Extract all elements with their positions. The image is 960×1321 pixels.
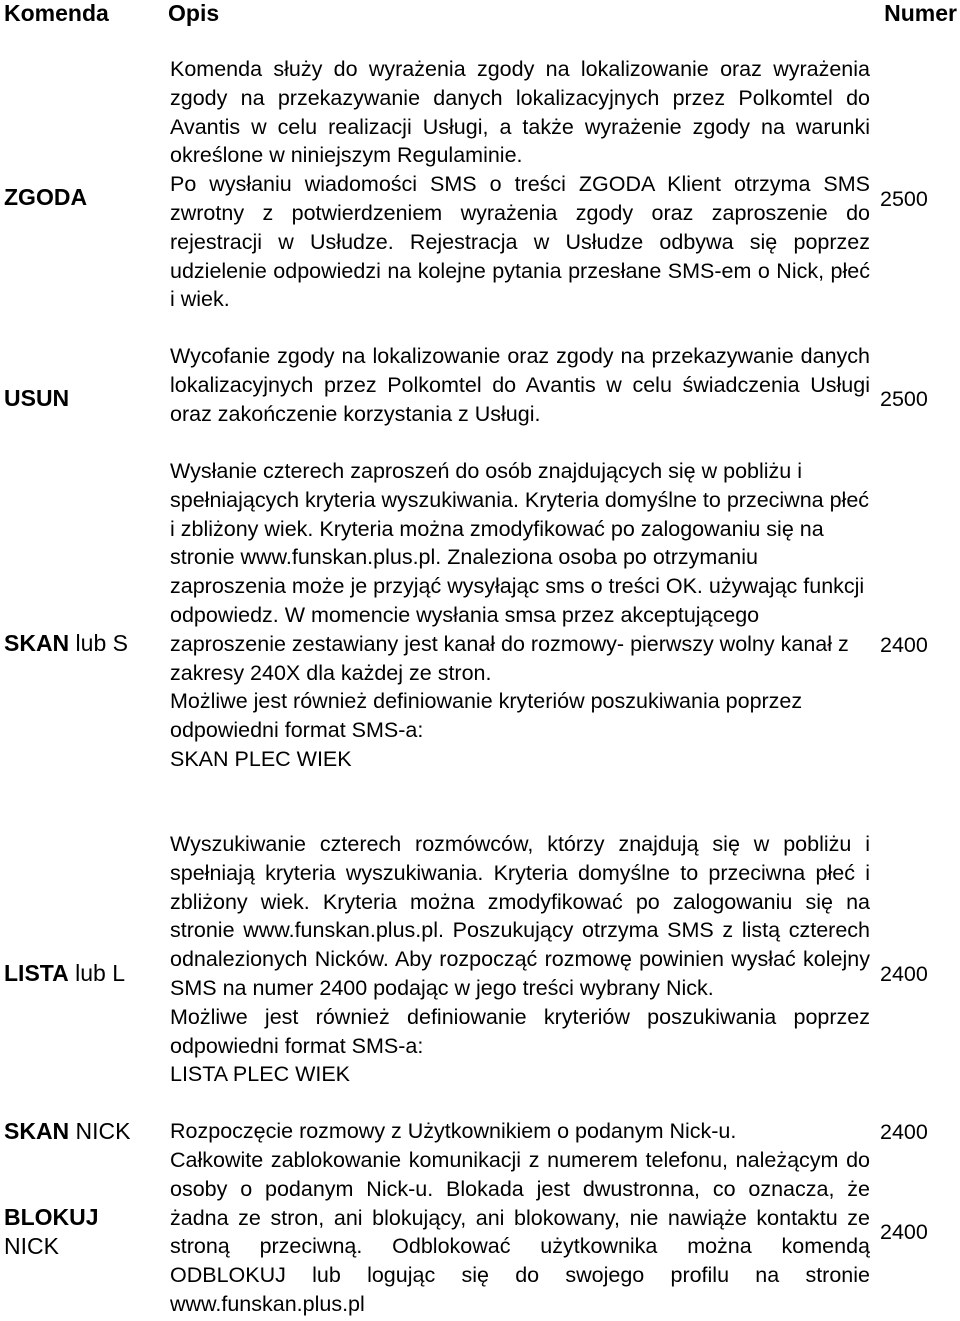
description-paragraph: Komenda służy do wyrażenia zgody na lokalizowanie oraz wyrażenia zgody na przekazywanie danych lokalizacyjnych przez Polkomtel do Avantis w celu realizacji Usługi, a także wyrażenie zgody na warunki określone w niniejszym Regulaminie. (170, 57, 870, 168)
number-cell-skan: 2400 (880, 633, 928, 657)
number-cell-usun: 2500 (880, 387, 928, 411)
description-cell-zgoda (170, 55, 870, 314)
command-keyword: USUN (4, 385, 70, 411)
description-paragraph: LISTA PLEC WIEK (170, 1062, 351, 1087)
description-paragraph: Wycofanie zgody na lokalizowanie oraz zgody na przekazywanie danych lokalizacyjnych przez Polkomtel do Avantis w celu świadczenia Usługi oraz zakończenie korzystania z Usługi. (170, 344, 870, 426)
number-cell-zgoda: 2500 (880, 187, 928, 211)
description-paragraph: Wysłanie czterech zaproszeń do osób znajdujących się w pobliżu i spełniających kryteria wyszukiwania. Kryteria domyślne to przeciwna płeć i zbliżony wiek. Kryteria można zmodyfikować po zalogowaniu się na stronie www.funskan.plus.pl. Znaleziona osoba po otrzymaniu zaproszenia może je przyjąć wysyłając sms o treści OK. używając funkcji odpowiedz. W momencie wysłania smsa przez akceptującego zaproszenie zestawiany jest kanał do rozmowy- pierwszy wolny kanał z zakresy 240X dla każdej ze stron. (170, 459, 870, 685)
command-suffix: NICK (4, 1233, 59, 1259)
number-cell-blokuj: 2400 (880, 1220, 928, 1244)
command-suffix: NICK (69, 1118, 131, 1144)
command-keyword: ZGODA (4, 184, 88, 210)
description-cell-skan (170, 457, 870, 774)
column-header-command: Komenda (4, 0, 109, 26)
description-cell-lista (170, 830, 870, 1089)
command-suffix: lub L (68, 960, 125, 986)
column-header-number: Numer (884, 0, 957, 26)
command-keyword: BLOKUJ (4, 1204, 99, 1230)
description-cell-skan-nick (170, 1117, 870, 1146)
number-cell-lista: 2400 (880, 962, 928, 986)
command-keyword: SKAN (4, 630, 70, 656)
command-keyword: SKAN (4, 1118, 70, 1144)
description-paragraph: Po wysłaniu wiadomości SMS o treści ZGODA Klient otrzyma SMS zwrotny z potwierdzeniem wyrażenia zgody oraz zaproszenie do rejestracji w Usłudze. Rejestracja w Usłudze odbywa się poprzez udzielenie odpowiedzi na kolejne pytania przesłane SMS-em o Nick, płeć i wiek. (170, 172, 870, 312)
description-paragraph: Całkowite zablokowanie komunikacji z numerem telefonu, należącym do osoby o podanym Nick-u. Blokada jest dwustronna, co oznacza, że żadna ze stron, ani blokujący, ani blokowany, nie nawiąże kontaktu ze stroną przeciwną. Odblokować użytkownika można komendą ODBLOKUJ lub logując się do swojego profilu na stronie www.funskan.plus.pl (170, 1148, 870, 1316)
command-keyword: LISTA (4, 960, 69, 986)
description-paragraph: Wyszukiwanie czterech rozmówców, którzy znajdują się w pobliżu i spełniają kryteria wyszukiwania. Kryteria domyślne to przeciwna płeć i zbliżony wiek. Kryteria można zmodyfikować po zalogowaniu się na stronie www.funskan.plus.pl. Poszukujący otrzyma SMS z listą czterech odnalezionych Nicków. Aby rozpocząć rozmowę powinien wysłać kolejny SMS na numer 2400 podając w jego treści wybrany Nick. (170, 832, 870, 1000)
command-cell-usun (4, 384, 164, 413)
number-cell-skan-nick: 2400 (880, 1120, 928, 1144)
command-cell-zgoda (4, 183, 164, 212)
description-cell-usun (170, 342, 870, 428)
command-cell-blokuj (4, 1203, 164, 1261)
description-cell-blokuj (170, 1146, 870, 1319)
command-cell-lista (4, 959, 164, 988)
command-cell-skan (4, 629, 164, 658)
description-paragraph: Rozpoczęcie rozmowy z Użytkownikiem o podanym Nick-u. (170, 1119, 737, 1143)
command-cell-skan-nick (4, 1117, 164, 1146)
description-paragraph: Możliwe jest również definiowanie kryteriów poszukiwania poprzez odpowiedni format SMS-a: (170, 1004, 870, 1058)
command-suffix: lub S (69, 630, 128, 656)
description-paragraph: Możliwe jest również definiowanie kryteriów poszukiwania poprzez odpowiedni format SMS-a: (170, 689, 803, 743)
column-header-description: Opis (168, 0, 220, 26)
description-paragraph: SKAN PLEC WIEK (170, 746, 352, 771)
